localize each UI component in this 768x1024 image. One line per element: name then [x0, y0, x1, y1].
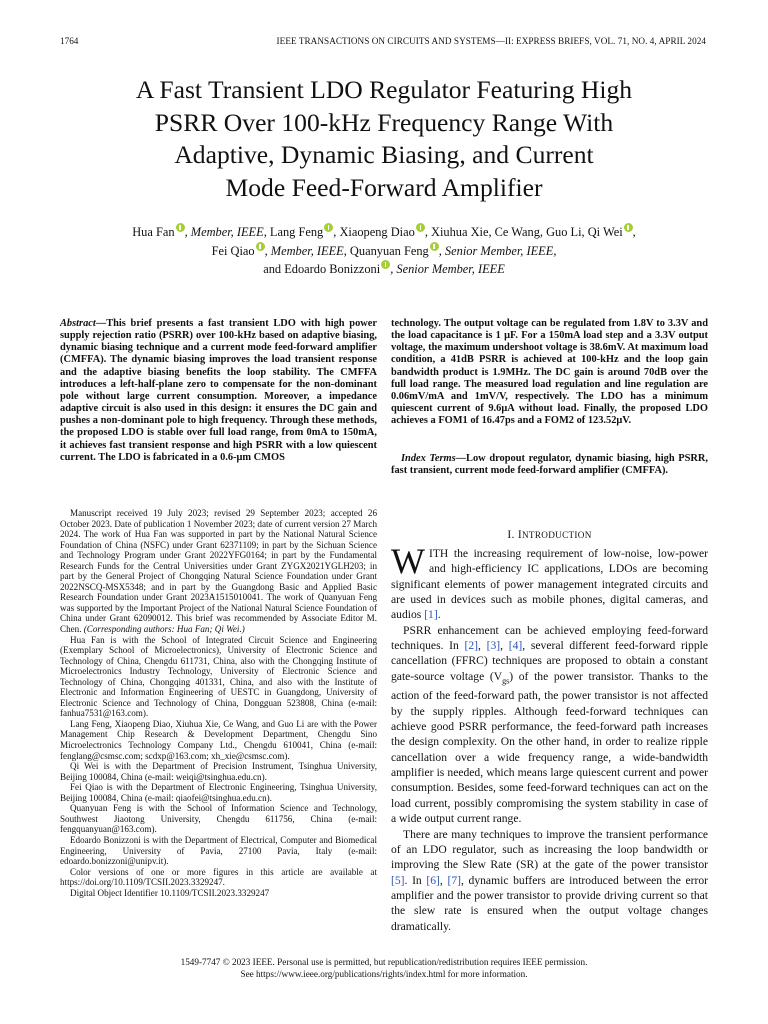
paragraph-text: . In [404, 873, 427, 887]
citation-link[interactable]: [1] [424, 608, 438, 622]
author-name: and Edoardo Bonizzoni [263, 262, 381, 277]
body-paragraph [391, 541, 708, 623]
abstract-label: Abstract [60, 318, 96, 329]
copyright-line: 1549-7747 © 2023 IEEE. Personal use is permitted, but republication/redistribution requires IEEE permission. [180, 957, 588, 967]
body-paragraph [391, 827, 708, 934]
orcid-icon[interactable] [416, 223, 425, 232]
orcid-icon[interactable] [176, 223, 185, 232]
orcid-icon[interactable] [381, 260, 390, 269]
paragraph-text: , dynamic buffers are introduced between the error amplifier and the power transistor to provide driving current so that the slew rate is ensured when the output voltage changes dramatically. [391, 873, 709, 933]
footnote-paragraph: Color versions of one or more figures in this article are available at https://doi.org/10.1109/TCSII.2023.3329247. [60, 866, 377, 888]
author-role: , Senior Member, IEEE, [438, 243, 557, 258]
paragraph-text: There are many techniques to improve the transient performance of an LDO regulator, such as increasing the loop bandwidth or improving the Slew Rate (SR) at the gate of the power transistor [391, 827, 708, 872]
author-name: , Quanyuan Feng [343, 243, 429, 258]
author-list [60, 223, 708, 279]
title-line: A Fast Transient LDO Regulator Featuring High [135, 75, 633, 104]
index-terms-label: Index Terms [401, 453, 456, 464]
rights-line: See https://www.ieee.org/publications/rights/index.html for more information. [240, 968, 528, 979]
orcid-icon[interactable] [324, 223, 333, 232]
footnote-paragraph: Qi Wei is with the Department of Precision Instrument, Tsinghua University, Beijing 100084, China (e-mail: weiqi@tsinghua.edu.cn). [60, 761, 377, 782]
paragraph-text: , [439, 873, 448, 887]
subscript: gs [502, 676, 510, 686]
footnote-paragraph [60, 508, 377, 635]
index-terms [391, 453, 708, 477]
page-number: 1764 [60, 36, 79, 46]
author-name: Fei Qiao [211, 243, 255, 258]
paragraph-text: PSRR enhancement can be achieved employing feed-forward techniques. In [391, 623, 708, 653]
author-name: , Xiaopeng Diao [333, 225, 415, 239]
author-line [60, 260, 708, 279]
author-role: , Member, IEEE [184, 225, 264, 239]
author-role: , Senior Member, IEEE [390, 262, 505, 277]
abstract-text-left: This brief presents a fast transient LDO with high power supply rejection ratio (PSRR) over 100-kHz based on adaptive biasing, dynamic biasing technique and a current mode feed-forward amplifier (CMFFA). The dynamic biasing improves the load transient response and the adaptive biasing benefits the loop stability. The CMFFA introduces a left-half-plane zero to compensate for the non-dominant pole without large current consumption. Moreover, a impedance adaptive circuit is also used in this design: it ensures the DC gain and pushes a non-dominant pole to high frequency. Through these methods, the proposed LDO is stable over full load range, from 0mA to 150mA, it achieves fast transient response and high PSRR with a low quiescent current. The LDO is fabricated in a 0.6-μm CMOS [60, 318, 377, 463]
footnote-paragraph: Hua Fan is with the School of Integrated Circuit Science and Engineering (Exemplary School of Microelectronics), University of Electronic Science and Technology of China, Chengdu 611731, China, also with the Chongqing Institute of Microelectronics Industry Technology, University of Electronic Science and Technology of China, Chongqing 401331, China, and also with the Institute of Electronic and Information Engineering of UESTC in Guangdong, University of Electronic Science and Technology of China, Dongguan 523808, China (e-mail: fanhua7531@163.com). [60, 634, 377, 719]
paragraph-text: . [437, 608, 441, 622]
author-role: , Member, IEEE [264, 243, 344, 258]
title-line: PSRR Over 100-kHz Frequency Range With [154, 107, 614, 137]
introduction-body [391, 541, 709, 934]
citation-link[interactable]: [3] [486, 639, 501, 653]
drop-cap: W [391, 541, 425, 581]
abstract-left [60, 318, 377, 464]
title-line: Adaptive, Dynamic Biasing, and Current [174, 140, 594, 169]
section-heading [391, 529, 708, 541]
footnote-paragraph: Fei Qiao is with the Department of Electronic Engineering, Tsinghua University, Beijing 100084, China (e-mail: qiaofei@tsinghua.edu.cn). [60, 782, 377, 803]
footnote-paragraph: Lang Feng, Xiaopeng Diao, Xiuhua Xie, Ce Wang, and Guo Li are with the Power Management Chip Research & Development Department, Chengdu Sino Microelectronics Technology Company Ltd., Chengdu 610041, China (e-mail: fenglang@csmsc.com; scdxp@163.com; xh_xie@csmsc.com). [60, 718, 377, 761]
paper-title [60, 74, 708, 204]
orcid-icon[interactable] [256, 242, 265, 251]
body-paragraph [391, 623, 708, 827]
paragraph-text: , several different feed-forward ripple cancellation (FFRC) techniques are proposed to obtain a constant gate-source voltage (V [391, 639, 709, 683]
footnote-paragraph: Edoardo Bonizzoni is with the Department of Electrical, Computer and Biomedical Engineering, University of Pavia, 27100 Pavia, Italy (e-mail: edoardo.bonizzoni@unipv.it). [60, 834, 377, 867]
author-line [60, 242, 708, 261]
copyright-notice [60, 957, 708, 980]
journal-name: IEEE TRANSACTIONS ON CIRCUITS AND SYSTEMS—II: EXPRESS BRIEFS, VOL. 71, NO. 4, APRIL 2024 [276, 36, 706, 46]
citation-link[interactable]: [2] [464, 639, 479, 653]
index-terms-dash: — [455, 453, 467, 464]
paragraph-text: ITH the increasing requirement of low-noise, low-power and high-efficiency IC applications, LDOs are becoming significant elements of power management integrated circuits and are used in devices such as mobile phones, digital cameras, and audios [391, 547, 708, 622]
paragraph-text: ) of the power transistor. Thanks to the action of the feed-forward path, the power transistor is not affected by the supply ripples. Although feed-forward techniques can achieve good PSRR performance, the feed-forward path increases the design complexity. On the other hand, in order to realize ripple cancellation over a wide frequency range, a wide-bandwidth amplifier is needed, which means large quiescent current and power consumption. Besides, some feed-forward techniques can act on the load current, possibly compromising the system stability in case of a wide output current range. [391, 669, 708, 826]
orcid-icon[interactable] [624, 223, 633, 232]
section-title-first: I [517, 529, 522, 541]
citation-link[interactable]: [6] [426, 873, 440, 887]
index-terms-text: Low dropout regulator, dynamic biasing, high PSRR, fast transient, current mode feed-forward amplifier (CMFFA). [391, 453, 708, 477]
section-title-rest: NTRODUCTION [521, 530, 592, 540]
footnote-paragraph: Quanyuan Feng is with the School of Information Science and Technology, Southwest Jiaotong University, Chengdu 611756, China (e-mail: fengquanyuan@163.com). [60, 803, 377, 835]
author-name: , Lang Feng [263, 225, 324, 239]
manuscript-info: Manuscript received 19 July 2023; revised 29 September 2023; accepted 26 October 2023. Date of publication 1 November 2023; date of current version 27 March 2024. The work of Hua Fan was supported in part by the National Natural Science Foundation of China (NSFC) under Grant 62371109; in part by the Sichuan Science and Technology Program under Grant 2022YFG0164; in part by the Fundamental Research Funds for the Central Universities under Grant ZYGX2021YGLH203; in part by the General Project of Chongqing Natural Science Foundation under Grant 2022NSCQ-MSX5348; and in part by the Guangdong Basic and Applied Basic Research Foundation under Grant 2023A1515010041. The work of Quanyuan Feng was supported by the Important Project of the National Natural Science Foundation of China under Grant 62090012. This brief was recommended by Associate Editor M. Chen. [60, 508, 377, 635]
author-sep: , [632, 225, 636, 239]
footnote [60, 508, 377, 898]
abstract-dash: — [95, 318, 107, 329]
paragraph-text: , [478, 639, 487, 653]
corresponding-authors: (Corresponding authors: Hua Fan; Qi Wei.) [83, 624, 245, 635]
orcid-icon[interactable] [430, 242, 439, 251]
title-line: Mode Feed-Forward Amplifier [225, 172, 543, 202]
abstract-right: technology. The output voltage can be regulated from 1.8V to 3.3V and the load capacitance is 1 μF. For a 150mA load step and a 3.3V output voltage, the maximum undershoot voltage is 38.6mV. At maximum load condition, a 41dB PSRR is achieved at 100-kHz and the loop gain bandwidth product is 1.9MHz. The DC gain is around 70dB over the full load range. The measured load regulation and line regulation are 0.06mV/mA and 1mV/V, respectively. The LDO has a minimum quiescent current of 9.6μA without load. Finally, the proposed LDO achieves a FOM1 of 16.47ps and a FOM2 of 123.52μV. [391, 318, 708, 427]
footnote-paragraph: Digital Object Identifier 10.1109/TCSII.2023.3329247 [70, 887, 270, 898]
author-line [60, 223, 708, 242]
author-name: , Xiuhua Xie, Ce Wang, Guo Li, Qi Wei [424, 225, 623, 239]
citation-link[interactable]: [5] [391, 873, 405, 887]
author-name: Hua Fan [132, 225, 175, 239]
paragraph-text: , [500, 639, 509, 653]
citation-link[interactable]: [7] [447, 873, 461, 887]
running-header [60, 36, 706, 50]
section-number: I. [507, 529, 515, 541]
citation-link[interactable]: [4] [508, 639, 523, 653]
